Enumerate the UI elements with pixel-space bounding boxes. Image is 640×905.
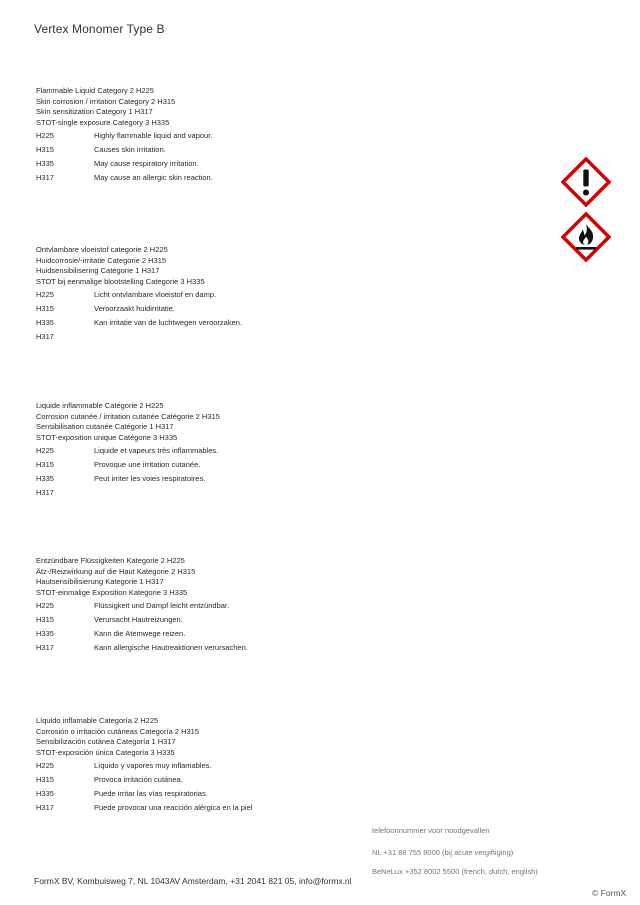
h-text: Licht ontvlambare vloeistof en damp.	[94, 290, 217, 299]
classification-line: Líquido inflamable Categoría 2 H225	[36, 716, 159, 725]
h-code: H317	[36, 488, 54, 497]
h-text: Provoque une irritation cutanée.	[94, 460, 201, 469]
copyright: © FormX	[592, 888, 627, 898]
hazard-section-en	[36, 86, 556, 185]
h-code: H317	[36, 332, 54, 341]
h-text: Puede irritar las vías respiratorias.	[94, 789, 208, 798]
hazard-section-nl	[36, 245, 556, 344]
hazard-section-fr	[36, 401, 556, 500]
hazard-statement-row	[36, 288, 556, 302]
h-text: Liquide et vapeurs très inflammables.	[94, 446, 219, 455]
h-code: H335	[36, 474, 54, 483]
document-title: Vertex Monomer Type B	[34, 22, 165, 36]
hazard-statement-row	[36, 627, 556, 641]
h-code: H315	[36, 145, 54, 154]
ghs-pictograms	[561, 157, 611, 267]
hazard-statement-row	[36, 472, 556, 486]
exclamation-mark-icon	[561, 157, 611, 207]
classification-line: Sensibilisation cutanée Catégorie 1 H317	[36, 422, 174, 431]
classification-line: STOT bij eenmalige blootstelling Categorie 3 H335	[36, 276, 205, 286]
hazard-statement-row	[36, 787, 556, 801]
classification-line: Sensibilización cutánea Categoría 1 H317	[36, 737, 176, 746]
classification-line: STOT-einmalige Exposition Kategorie 3 H335	[36, 587, 188, 597]
h-code: H225	[36, 761, 54, 770]
h-code: H225	[36, 290, 54, 299]
h-code: H335	[36, 789, 54, 798]
h-code: H315	[36, 615, 54, 624]
h-text: Flüssigkeit und Dampf leicht entzündbar.	[94, 601, 230, 610]
h-text: Highly flammable liquid and vapour.	[94, 131, 213, 140]
hazard-statement-row	[36, 599, 556, 613]
classification-list	[36, 716, 556, 758]
hazard-statement-row	[36, 316, 556, 330]
hazard-statement-list	[36, 759, 556, 815]
hazard-statement-row	[36, 486, 556, 500]
hazard-statement-row	[36, 773, 556, 787]
h-text: Veroorzaakt huidirritatie.	[94, 304, 175, 313]
classification-list	[36, 86, 556, 128]
flame-icon	[561, 212, 611, 262]
emergency-phone-nl: NL +31 88 755 8000 (bij acute vergiftiging)	[372, 848, 514, 857]
hazard-statement-row	[36, 330, 556, 344]
hazard-statement-list	[36, 288, 556, 344]
hazard-statement-row	[36, 171, 556, 185]
h-code: H315	[36, 460, 54, 469]
hazard-statement-row	[36, 129, 556, 143]
classification-line: Corrosion cutanée / irritation cutanée Catégorie 2 H315	[36, 411, 220, 421]
h-text: May cause respiratory irritation.	[94, 159, 199, 168]
classification-line: STOT-exposición única Categoría 3 H335	[36, 747, 175, 757]
emergency-phone-benelux: BeNeLux +352 8002 5500 (french, dutch, english)	[372, 867, 538, 876]
classification-line: Huidcorrosie/-irritatie Categorie 2 H315	[36, 255, 167, 265]
classification-line: Skin sensitization Category 1 H317	[36, 107, 153, 116]
classification-line: STOT-exposition unique Catégorie 3 H335	[36, 432, 178, 442]
hazard-statement-row	[36, 759, 556, 773]
classification-line: Ätz-/Reizwirkung auf die Haut Kategorie 2 H315	[36, 566, 196, 576]
h-text: Kan irritatie van de luchtwegen veroorzaken.	[94, 318, 243, 327]
h-code: H315	[36, 775, 54, 784]
hazard-statement-list	[36, 599, 556, 655]
classification-line: Corrosión o irritación cutáneas Categoría 2 H315	[36, 726, 200, 736]
h-text	[94, 486, 556, 500]
h-code: H317	[36, 643, 54, 652]
classification-list	[36, 245, 556, 287]
h-code: H225	[36, 446, 54, 455]
h-code: H335	[36, 629, 54, 638]
company-footer: FormX BV, Kombuisweg 7, NL 1043AV Amsterdam, +31 2041 821 05, info@formx.nl	[34, 876, 352, 886]
h-text: Puede provocar una reacción alérgica en la piel	[94, 803, 253, 812]
h-text	[94, 330, 556, 344]
hazard-statement-row	[36, 613, 556, 627]
h-text: Kann allergische Hautreaktionen verursachen.	[94, 643, 248, 652]
h-text: May cause an allergic skin reaction.	[94, 173, 213, 182]
classification-line: Flammable Liquid Category 2 H225	[36, 86, 154, 95]
classification-line: Liquide inflammable Catégorie 2 H225	[36, 401, 164, 410]
h-code: H225	[36, 131, 54, 140]
h-code: H225	[36, 601, 54, 610]
h-code: H317	[36, 173, 54, 182]
h-text: Causes skin irritation.	[94, 145, 166, 154]
h-code: H335	[36, 159, 54, 168]
h-text: Kann die Atemwege reizen.	[94, 629, 186, 638]
hazard-statement-row	[36, 157, 556, 171]
hazard-statement-row	[36, 143, 556, 157]
emergency-contact	[372, 825, 538, 881]
hazard-section-de	[36, 556, 556, 655]
h-code: H335	[36, 318, 54, 327]
h-code: H315	[36, 304, 54, 313]
classification-line: Hautsensibilisierung Kategorie 1 H317	[36, 577, 164, 586]
classification-line: STOT-single exposure Category 3 H335	[36, 117, 170, 127]
h-code: H317	[36, 803, 54, 812]
classification-line: Skin corrosion / irritation Category 2 H315	[36, 96, 176, 106]
hazard-statement-row	[36, 801, 556, 815]
hazard-section-es	[36, 716, 556, 815]
h-text: Líquido y vapores muy inflamables.	[94, 761, 212, 770]
hazard-statement-list	[36, 129, 556, 185]
emergency-heading: telefoonnummer voor noodgevallen	[372, 826, 490, 835]
hazard-statement-list	[36, 444, 556, 500]
classification-line: Entzündbare Flüssigkeiten Kategorie 2 H225	[36, 556, 185, 565]
hazard-statement-row	[36, 444, 556, 458]
hazard-statement-row	[36, 458, 556, 472]
classification-line: Ontvlambare vloeistof categorie 2 H225	[36, 245, 168, 254]
h-text: Peut irriter les voies respiratoires.	[94, 474, 206, 483]
h-text: Verursacht Hautreizungen.	[94, 615, 183, 624]
hazard-statement-row	[36, 641, 556, 655]
classification-list	[36, 401, 556, 443]
h-text: Provoca irritación cutánea.	[94, 775, 183, 784]
classification-line: Huidsensibilisering Categorie 1 H317	[36, 266, 160, 275]
hazard-statement-row	[36, 302, 556, 316]
classification-list	[36, 556, 556, 598]
